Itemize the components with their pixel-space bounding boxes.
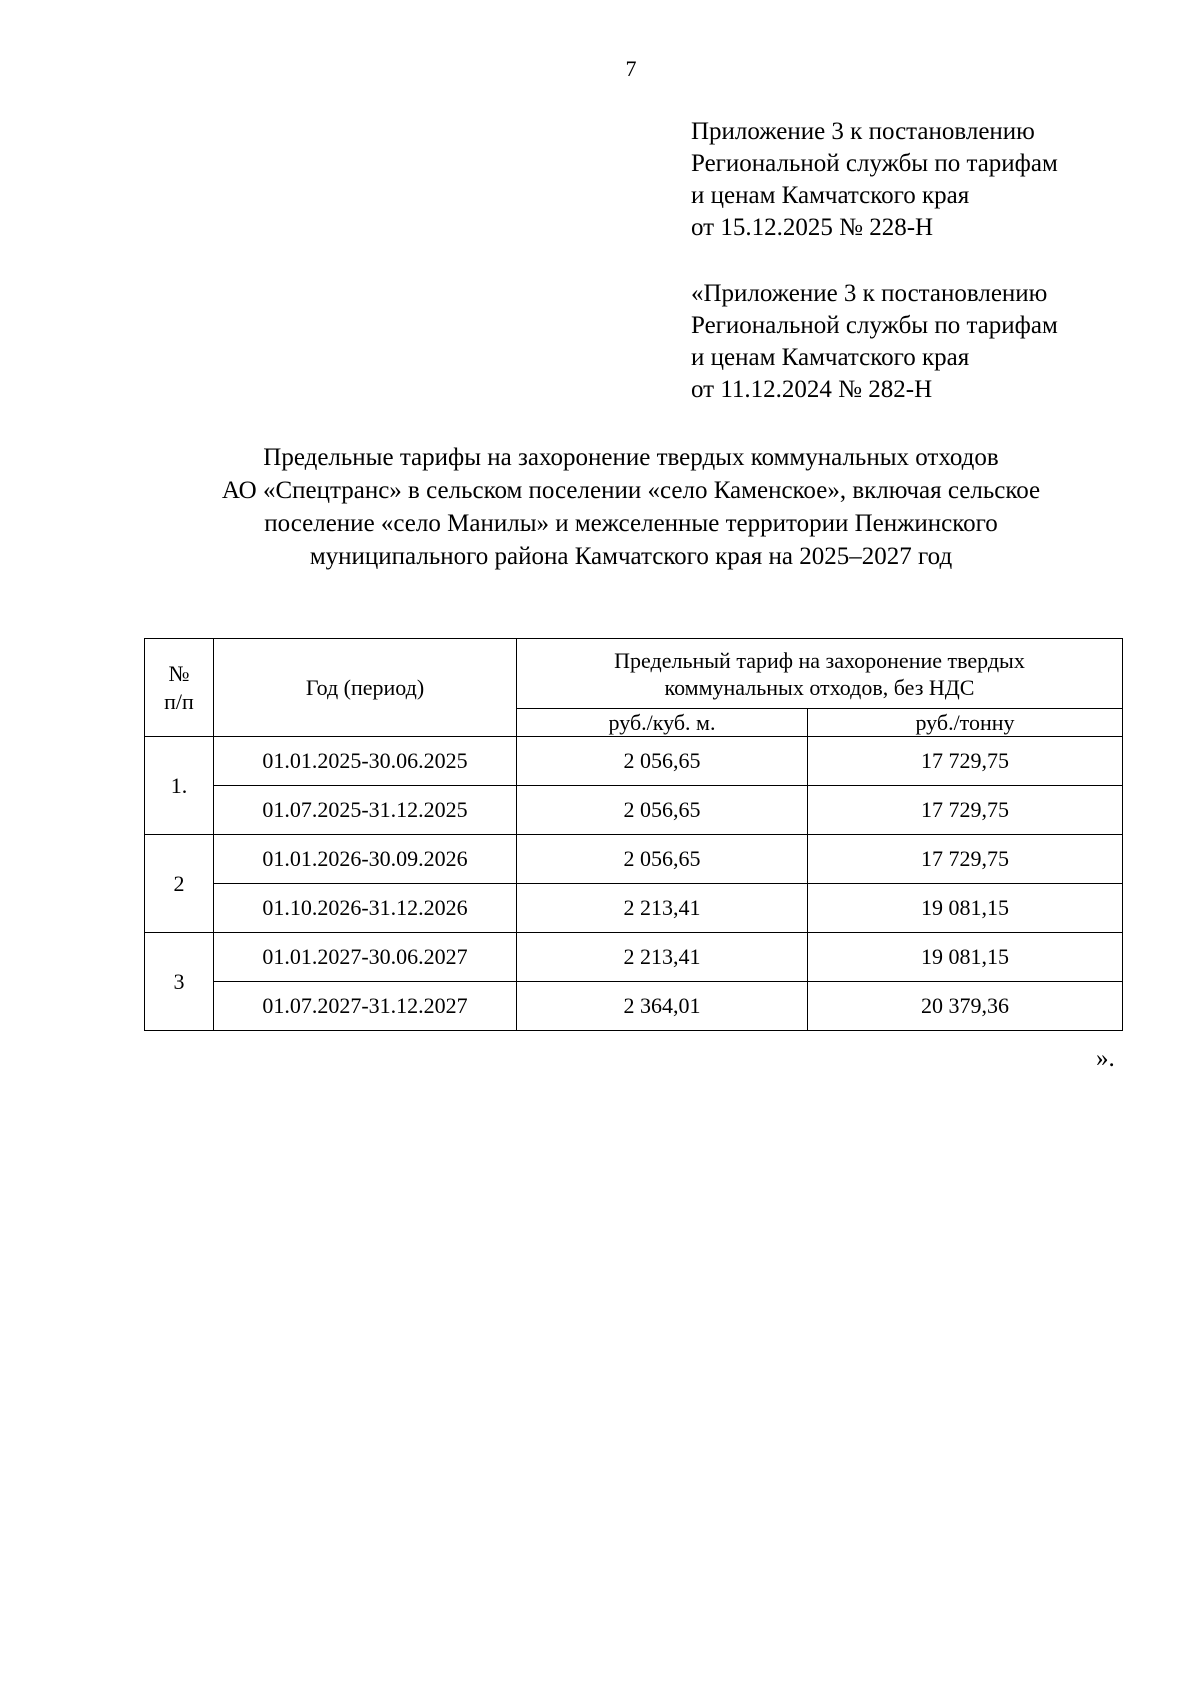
tariff-per-m3-cell: 2 213,41 <box>517 884 808 933</box>
period-cell: 01.01.2026-30.09.2026 <box>214 835 517 884</box>
title-line: АО «Спецтранс» в сельском поселении «село Каменское», включая сельское <box>221 477 1041 504</box>
title-line: муниципального района Камчатского края на 2025–2027 год <box>309 543 953 570</box>
tariff-per-ton-cell: 17 729,75 <box>808 835 1123 884</box>
appendix-line: «Приложение 3 к постановлению <box>691 280 1048 307</box>
table-row <box>145 933 1123 982</box>
period-cell: 01.01.2027-30.06.2027 <box>214 933 517 982</box>
table-row <box>145 786 1123 835</box>
header-number: № п/п <box>145 639 214 737</box>
tariff-per-m3-cell: 2 056,65 <box>517 737 808 786</box>
tariff-per-ton-cell: 20 379,36 <box>808 982 1123 1031</box>
header-tariff: Предельный тариф на захоронение твердых коммунальных отходов, без НДС <box>517 639 1123 709</box>
appendix-line: от 11.12.2024 № 282-Н <box>691 376 933 403</box>
document-title <box>130 441 1132 573</box>
period-cell: 01.10.2026-31.12.2026 <box>214 884 517 933</box>
title-line: Предельные тарифы на захоронение твердых коммунальных отходов <box>263 444 999 471</box>
table-row <box>145 835 1123 884</box>
appendix-line: Региональной службы по тарифам <box>691 312 1058 339</box>
appendix-line: Приложение 3 к постановлению <box>691 118 1035 145</box>
tariff-per-ton-cell: 17 729,75 <box>808 786 1123 835</box>
table-row <box>145 982 1123 1031</box>
period-cell: 01.07.2027-31.12.2027 <box>214 982 517 1031</box>
tariff-per-m3-cell: 2 213,41 <box>517 933 808 982</box>
period-cell: 01.01.2025-30.06.2025 <box>214 737 517 786</box>
title-line: поселение «село Манилы» и межселенные территории Пенжинского <box>264 510 998 537</box>
tariff-per-ton-cell: 19 081,15 <box>808 884 1123 933</box>
row-number: 3 <box>145 933 214 1031</box>
appendix-reference-current <box>691 116 1058 244</box>
tariff-per-m3-cell: 2 056,65 <box>517 835 808 884</box>
appendix-line: от 15.12.2025 № 228-Н <box>691 214 934 241</box>
header-period: Год (период) <box>214 639 517 737</box>
tariff-per-m3-cell: 2 056,65 <box>517 786 808 835</box>
table-row <box>145 737 1123 786</box>
period-cell: 01.07.2025-31.12.2025 <box>214 786 517 835</box>
tariff-per-ton-cell: 17 729,75 <box>808 737 1123 786</box>
row-number: 2 <box>145 835 214 933</box>
appendix-line: и ценам Камчатского края <box>691 344 970 371</box>
header-unit-weight: руб./тонну <box>808 709 1123 737</box>
table-row <box>145 884 1123 933</box>
tariff-table <box>144 638 1123 1031</box>
tariff-per-ton-cell: 19 081,15 <box>808 933 1123 982</box>
appendix-reference-previous <box>691 278 1058 406</box>
row-number: 1. <box>145 737 214 835</box>
page-number: 7 <box>625 56 637 81</box>
header-unit-volume: руб./куб. м. <box>517 709 808 737</box>
appendix-line: Региональной службы по тарифам <box>691 150 1058 177</box>
closing-quote: ». <box>1096 1045 1115 1072</box>
appendix-line: и ценам Камчатского края <box>691 182 970 209</box>
tariff-per-m3-cell: 2 364,01 <box>517 982 808 1031</box>
